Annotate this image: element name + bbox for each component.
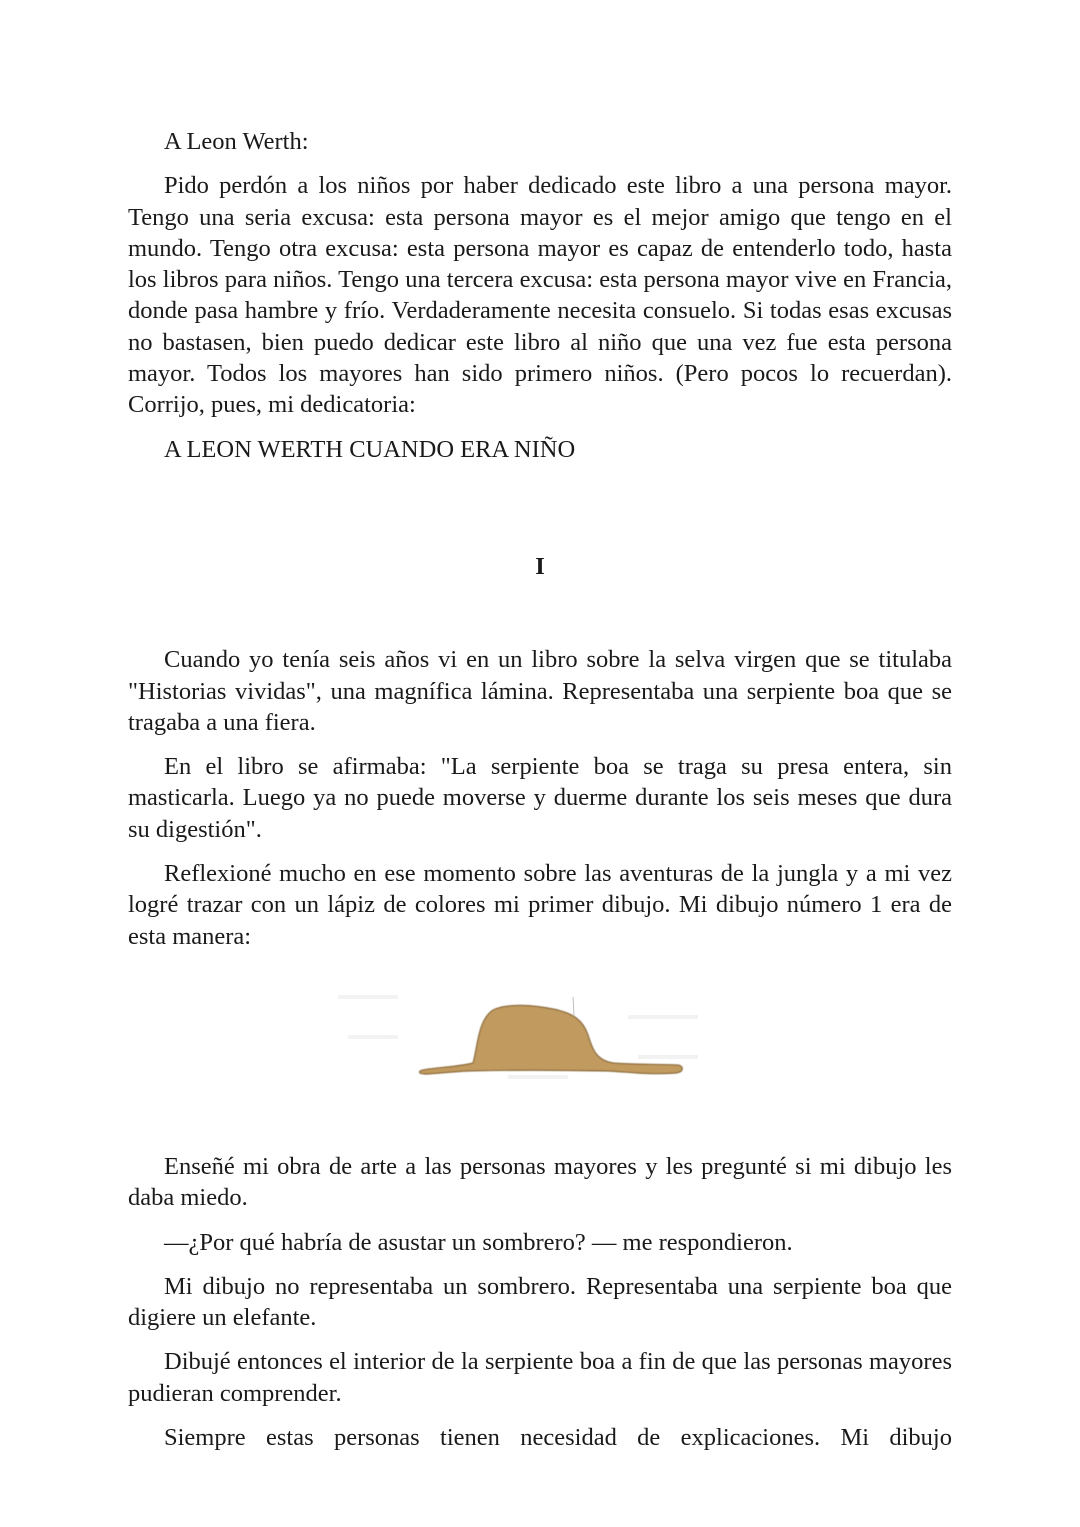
drawing-figure — [128, 965, 952, 1131]
chapter-paragraph-5: —¿Por qué habría de asustar un sombrero? — me respondieron. — [164, 1228, 793, 1256]
chapter-paragraph-3: Reflexioné mucho en ese momento sobre las aventuras de la jungla y a mi vez logré trazar con un lápiz de colores mi primer dibujo. Mi dibujo número 1 era de esta manera: — [128, 860, 952, 950]
boa-drawing-icon — [328, 975, 728, 1095]
chapter-paragraph-7: Dibujé entonces el interior de la serpiente boa a fin de que las personas mayores pudieran comprender. — [128, 1348, 952, 1407]
book-page — [128, 126, 952, 1466]
dedication-body: Pido perdón a los niños por haber dedicado este libro a una persona mayor. Tengo una seria excusa: esta persona mayor es el mejor amigo que tengo en el mundo. Tengo otra excusa: esta persona mayor es capaz de entenderlo todo, hasta los libros para niños. Tengo una tercera excusa: esta persona mayor vive en Francia, donde pasa hambre y frío. Verdaderamente necesita consuelo. Si todas esas excusas no bastasen, bien puedo dedicar este libro al niño que una vez fue esta persona mayor. Todos los mayores han sido primero niños. (Pero pocos lo recuerdan). Corrijo, pues, mi dedicatoria: — [128, 172, 952, 419]
chapter-paragraph-4: Enseñé mi obra de arte a las personas mayores y les pregunté si mi dibujo les daba miedo. — [128, 1152, 952, 1212]
chapter-paragraph-1: Cuando yo tenía seis años vi en un libro sobre la selva virgen que se titulaba "Historias vividas", una magnífica lámina. Representaba una serpiente boa que se tragaba a una fiera. — [128, 646, 952, 736]
chapter-paragraph-6: Mi dibujo no representaba un sombrero. Representaba una serpiente boa que digiere un elefante. — [128, 1272, 952, 1332]
chapter-paragraph-2: En el libro se afirmaba: "La serpiente boa se traga su presa entera, sin masticarla. Luego ya no puede moverse y duerme durante los seis meses que dura su digestión". — [128, 753, 952, 843]
chapter-number: I — [535, 552, 545, 580]
chapter-paragraph-8: Siempre estas personas tienen necesidad de explicaciones. Mi dibujo — [164, 1424, 952, 1452]
dedication-heading: A Leon Werth: — [164, 128, 309, 155]
dedication-closing: A LEON WERTH CUANDO ERA NIÑO — [164, 435, 576, 463]
